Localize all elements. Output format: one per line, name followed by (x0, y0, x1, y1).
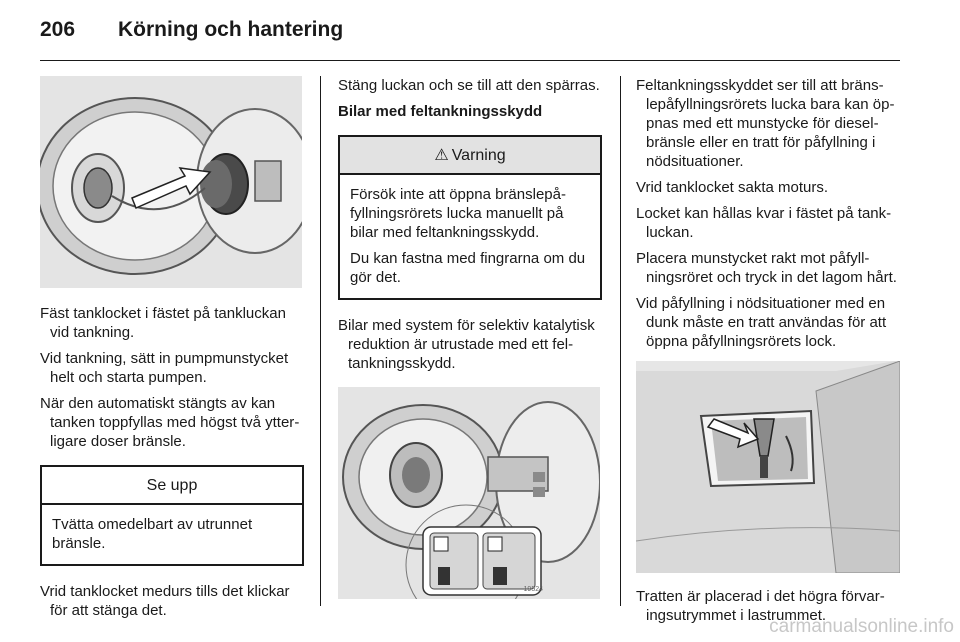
misfuel-protection-figure (338, 387, 600, 599)
paragraph: Vrid tanklocket sakta moturs. (636, 179, 829, 196)
figure-code: 19524 (523, 586, 543, 593)
warning-text: Du kan fastna med fingrarna om du gör det. (350, 250, 586, 286)
paragraph: Bilar med system för selektiv katalytisk reduktion är utrustade med ett feltankningsskydd. (338, 317, 595, 372)
caution-box (40, 465, 304, 566)
subheading: Bilar med feltankningsskydd (338, 103, 543, 120)
warning-text: Försök inte att öppna bränslepåfyllningsrörets lucka manuellt på bilar med feltankningsskydd. (350, 186, 566, 241)
column-2 (338, 76, 602, 599)
caution-box-text: Tvätta omedelbart av utrunnet bränsle. (52, 516, 253, 552)
page-number: 206 (40, 18, 76, 41)
page-title: Körning och hantering (118, 18, 344, 41)
caution-box-title: Se upp (42, 467, 302, 505)
warning-box-title: Varning (451, 146, 506, 164)
funnel-storage-figure (636, 361, 900, 573)
watermark: carmanualsonline.info (769, 616, 954, 637)
paragraph: När den automatiskt stängts av kan tanken toppfyllas med högst två ytterligare doser bränsle. (40, 395, 300, 450)
paragraph: Feltankningsskyddet ser till att bränslepåfyllningsrörets lucka bara kan öppnas med ett munstycke för dieselbränsle eller en tratt för påfyllning i nödsituationer. (636, 77, 895, 170)
column-divider-1 (320, 76, 321, 606)
paragraph: Fäst tanklocket i fästet på tankluckan vid tankning. (40, 305, 286, 341)
column-divider-2 (620, 76, 621, 606)
page-header (40, 18, 900, 58)
paragraph: Vid tankning, sätt in pumpmunstycket helt och starta pumpen. (40, 350, 289, 386)
warning-triangle-icon: ⚠ (434, 146, 449, 164)
paragraph: Tratten är placerad i det högra förvaringsutrymmet i lastrummet. (636, 588, 885, 624)
header-rule (40, 60, 900, 61)
warning-box-header (340, 137, 600, 175)
paragraph: Vrid tanklocket medurs tills det klickar för att stänga det. (40, 583, 290, 619)
paragraph: Stäng luckan och se till att den spärras. (338, 77, 600, 94)
fuel-cap-figure (40, 76, 302, 288)
paragraph: Vid påfyllning i nödsituationer med en dunk måste en tratt användas för att öppna påfyllningsrörets lock. (636, 295, 887, 350)
column-1 (40, 76, 304, 627)
paragraph: Placera munstycket rakt mot påfyllningsröret och tryck in det lagom hårt. (636, 250, 897, 286)
column-3 (636, 76, 902, 632)
warning-box (338, 135, 602, 300)
paragraph: Locket kan hållas kvar i fästet på tankluckan. (636, 205, 892, 241)
